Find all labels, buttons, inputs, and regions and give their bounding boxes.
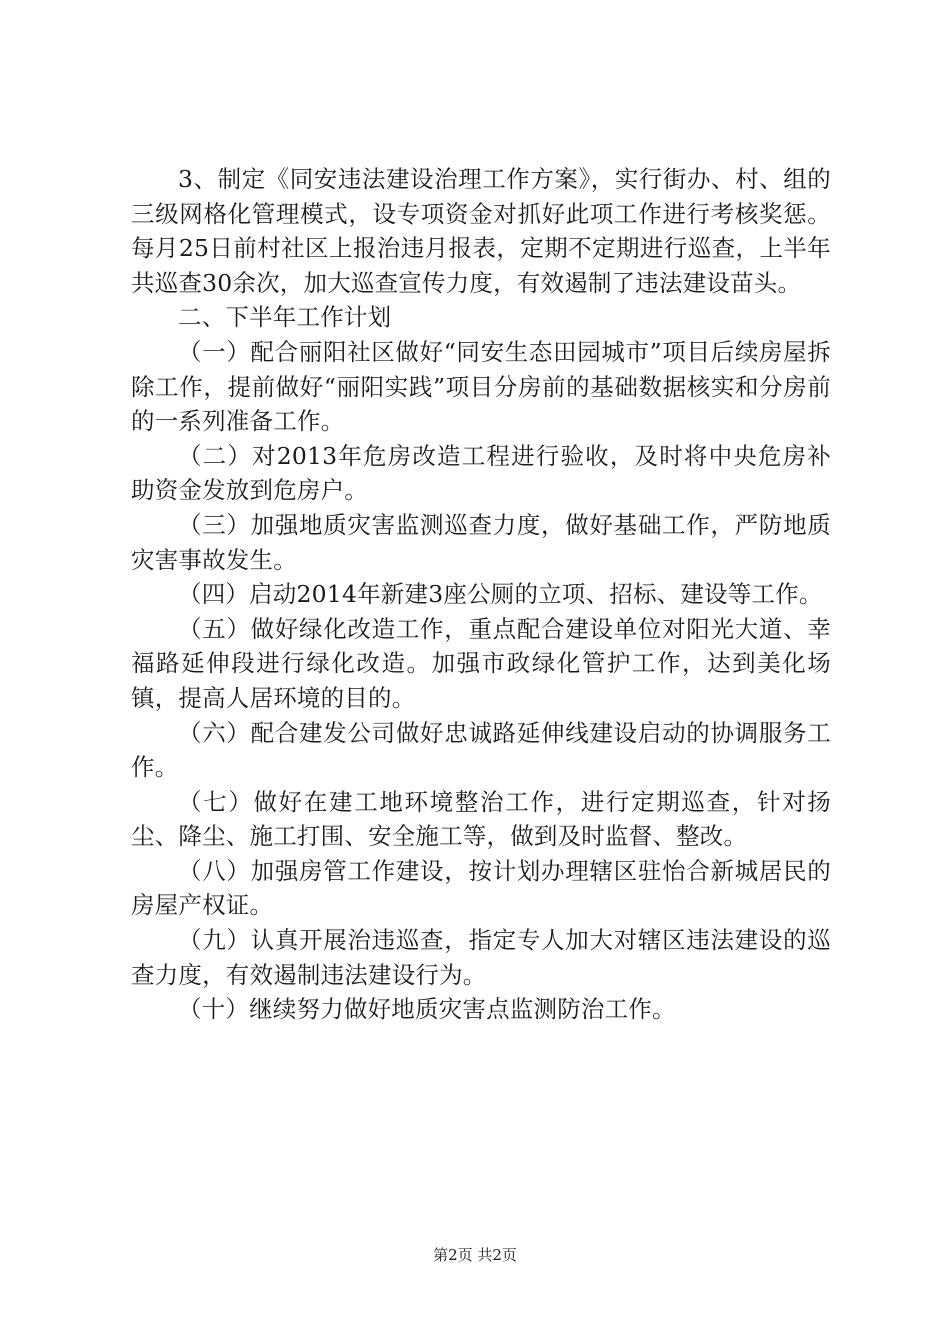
plan-item-5: （五）做好绿化改造工作，重点配合建设单位对阳光大道、幸福路延伸段进行绿化改造。加强市政绿化管护工作，达到美化场镇，提高人居环境的目的。 (131, 614, 831, 712)
plan-item-6: （六）配合建发公司做好忠诚路延伸线建设启动的协调服务工作。 (131, 718, 831, 782)
paragraph-violation-control-plan: 3、制定《同安违法建设治理工作方案》，实行街办、村、组的三级网格化管理模式，设专项资金对抓好此项工作进行考核奖惩。每月25日前村社区上报治违月报表，定期不定期进行巡查，上半年共巡查30余次，加大巡查宣传力度，有效遏制了违法建设苗头。 (131, 165, 831, 297)
page-footer (0, 1245, 950, 1265)
plan-item-2: （二）对2013年危房改造工程进行验收，及时将中央危房补助资金发放到危房户。 (131, 441, 831, 505)
plan-item-4: （四）启动2014年新建3座公厕的立项、招标、建设等工作。 (178, 580, 823, 609)
plan-item-9: （九）认真开展治违巡查，指定专人加大对辖区违法建设的巡查力度，有效遏制违法建设行为。 (131, 926, 831, 989)
plan-item-7: （七）做好在建工地环境整治工作，进行定期巡查，针对扬尘、降尘、施工打围、安全施工等，做到及时监督、整改。 (131, 787, 831, 851)
plan-item-10: （十）继续努力做好地质灾害点监测防治工作。 (178, 995, 676, 1024)
section-heading-second-half-plan: 二、下半年工作计划 (178, 303, 392, 332)
plan-item-1: （一）配合丽阳社区做好“同安生态田园城市”项目后续房屋拆除工作，提前做好“丽阳实践”项目分房前的基础数据核实和分房前的一系列准备工作。 (131, 337, 831, 436)
plan-item-8: （八）加强房管工作建设，按计划办理辖区驻怡合新城居民的房屋产权证。 (131, 856, 831, 920)
plan-item-3: （三）加强地质灾害监测巡查力度，做好基础工作，严防地质灾害事故发生。 (131, 510, 831, 574)
document-body (131, 162, 831, 1027)
page-number: 第2页 共2页 (433, 1246, 517, 1264)
